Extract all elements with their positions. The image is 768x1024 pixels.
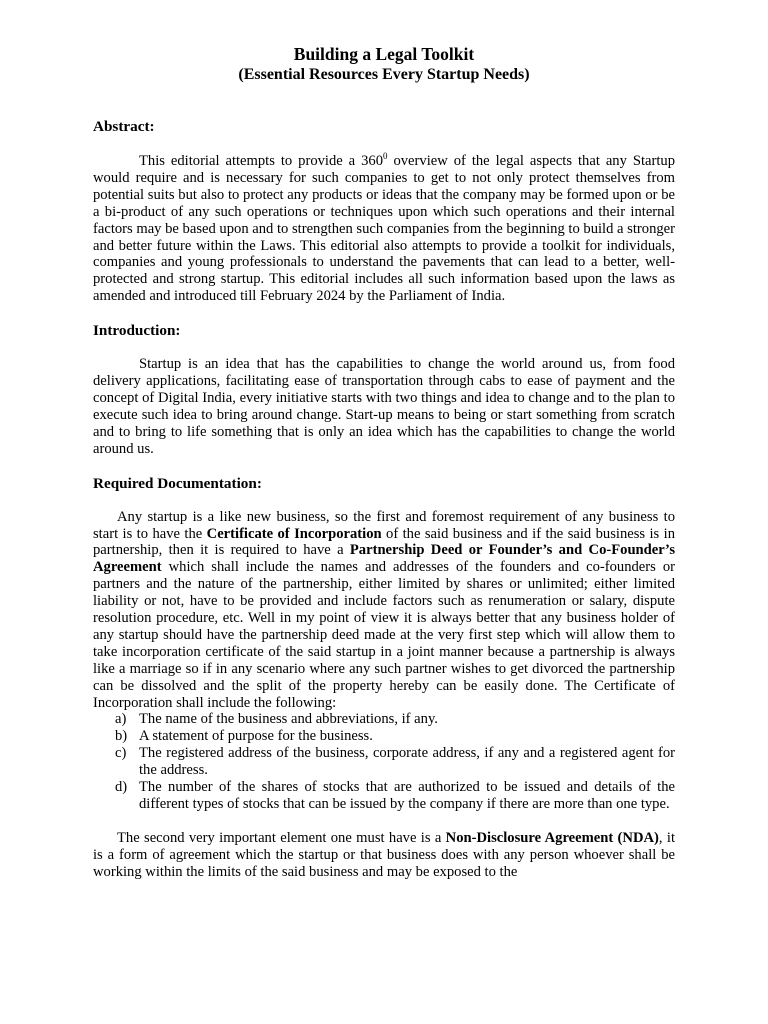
- document-subtitle: (Essential Resources Every Startup Needs): [238, 66, 530, 83]
- introduction-heading: Introduction:: [93, 322, 181, 340]
- list-item: [93, 728, 675, 745]
- doc-p1-text-3: which shall include the names and addresses of the founders and co-founders or partners and the nature of the partnership, either limited by shares or unlimited; either limited liability or not, have to be provided and include factors such as renumeration or salary, dispute resolution procedure, etc. Well in my point of view it is always better that any business holder of any startup should have the partnership deed made at the very first step which will allow them to take incorporation certificate of the said startup in a joint manner because a partnership is always like a marriage so if in any scenario where any such partner wishes to get divorced the partnership can be dissolved and the split of the property hereby can be easily done. The Certificate of Incorporation shall include the following:: [93, 559, 675, 711]
- list-item-text: The number of the shares of stocks that are authorized to be issued and details of the different types of stocks that can be issued by the company if there are more than one type.: [139, 779, 675, 812]
- document-page: [93, 44, 675, 881]
- required-documentation-heading: Required Documentation:: [93, 474, 262, 492]
- doc-p2-text-1: The second very important element one must have is a: [117, 829, 446, 846]
- list-marker: c): [115, 745, 127, 762]
- list-item-text: The registered address of the business, corporate address, if any and a registered agent for the address.: [139, 745, 675, 779]
- degree-superscript: 0: [383, 151, 388, 162]
- abstract-heading: Abstract:: [93, 118, 155, 135]
- abstract-text-end: overview of the legal aspects that any Startup would require and is necessary for such companies to get to not only protect themselves from potential suits but also to protect any products or ideas that the company may be formed upon or be a bi-product of any such operations or techniques upon which such operations and their internal factors may be based upon and to strengthen such companies from the beginning to build a stronger and better future within the Laws. This editorial also attempts to provide a toolkit for individuals, companies and young professionals to understand the pavements that can lead to a better, well-protected and strong startup. This editorial includes all such information based upon the laws as amended and introduced till February 2024 by the Parliament of India.: [93, 153, 675, 305]
- documentation-paragraph-2: [93, 830, 675, 881]
- doc-p2-text-2: , it is a form of agreement which the startup or that business does with any person whoever shall be working within the limits of the said business and may be exposed to the: [93, 829, 676, 880]
- list-item-text: A statement of purpose for the business.: [139, 728, 373, 745]
- abstract-paragraph: [93, 153, 675, 305]
- list-item: [93, 779, 675, 813]
- introduction-paragraph: Startup is an idea that has the capabilities to change the world around us, from food delivery applications, facilitating ease of transportation through cabs to ease of payment and the concept of Digital India, every initiative starts with two things and idea to change and to the plan to execute such idea to bring around change. Start-up means to being or start something from scratch and to bring to life something that is only an idea which has the capabilities to change the world around us.: [93, 356, 675, 457]
- nda-term: Non-Disclosure Agreement (NDA): [445, 829, 659, 846]
- list-item-text: The name of the business and abbreviations, if any.: [139, 711, 438, 728]
- doc-p1-text-1: Any startup is a like new business, so the first and foremost requirement of any business to start is to have the: [93, 508, 675, 542]
- certificate-of-incorporation-term: Certificate of Incorporation: [206, 525, 382, 542]
- list-marker: d): [115, 779, 128, 796]
- partnership-deed-term: Partnership Deed or Founder’s and Co-Founder’s Agreement: [93, 542, 676, 576]
- list-marker: b): [115, 728, 128, 745]
- list-item: [93, 745, 675, 779]
- doc-p1-text-2: of the said business and if the said business is in partnership, then it is required to have a: [93, 525, 675, 559]
- document-title: Building a Legal Toolkit: [293, 44, 475, 64]
- abstract-text-start: This editorial attempts to provide a 360: [139, 153, 384, 169]
- documentation-paragraph-1: [93, 509, 675, 712]
- list-item: [93, 711, 675, 728]
- certificate-contents-list: [93, 711, 675, 812]
- list-marker: a): [115, 711, 127, 728]
